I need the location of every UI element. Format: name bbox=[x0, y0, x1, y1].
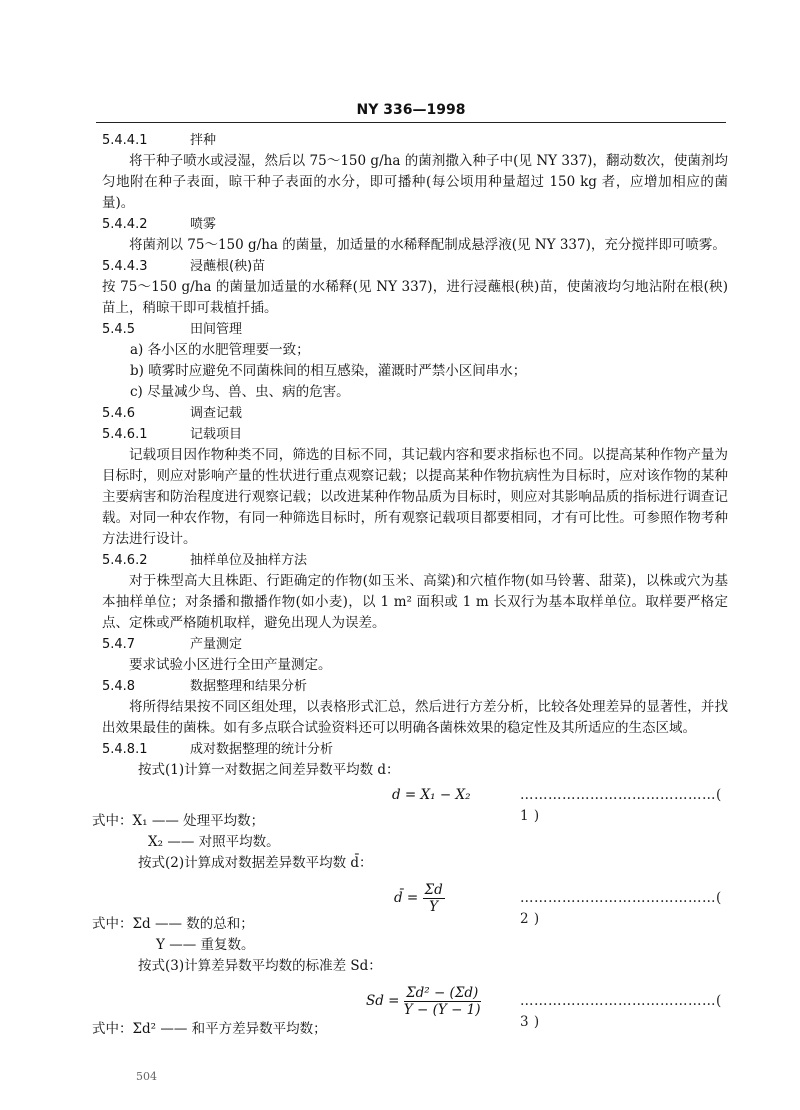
paragraph: 要求试验小区进行全田产量测定。 bbox=[129, 657, 332, 673]
section-heading bbox=[102, 403, 728, 424]
formula-intro: 按式(1)计算一对数据之间差异数平均数 d： bbox=[138, 762, 400, 778]
leader-dots: ……………………………………( 3 ) bbox=[520, 993, 722, 1030]
section-heading bbox=[102, 319, 728, 340]
paragraph: 将干种子喷水或浸湿，然后以 75～150 g/ha 的菌剂撒入种子中(见 NY 337)，翻动数次，使菌剂均匀地附在种子表面，晾干种子表面的水分，即可播种(每公顷用种量超过 150 kg 者，应增加相应的菌量)。 bbox=[102, 153, 728, 211]
section-title: 浸蘸根(秧)苗 bbox=[190, 259, 266, 274]
page-number: 504 bbox=[136, 1070, 157, 1083]
section-number: 5.4.4.3 bbox=[102, 259, 148, 274]
equation-label: ( 3 ) bbox=[520, 993, 722, 1030]
formula-definitions bbox=[92, 914, 728, 956]
definition: X₂ —— 对照平均数。 bbox=[148, 834, 280, 850]
section-title: 拌种 bbox=[190, 133, 217, 148]
equation-label: ( 2 ) bbox=[520, 890, 722, 927]
numerator: Σd bbox=[424, 882, 443, 898]
section-title: 田间管理 bbox=[190, 322, 243, 337]
leader-dots: ……………………………………( 1 ) bbox=[520, 787, 722, 824]
section-number: 5.4.6.1 bbox=[102, 427, 148, 442]
section-heading bbox=[102, 130, 728, 151]
formula-expression: d̄ = $\frac{\Sigma d}{Y}$ bbox=[394, 882, 443, 915]
formula-expression: Sd = $\frac{\text{Σd² − (Σd)}}{Y - (Y - 1)}$ bbox=[366, 985, 481, 1018]
numerator: Σd² − (Σd) bbox=[404, 985, 481, 1002]
paragraph: 按 75～150 g/ha 的菌量加适量的水稀释(见 NY 337)，进行浸蘸根(秧)苗，使菌液均匀地沾附在根(秧)苗上，稍晾干即可栽植扦插。 bbox=[102, 279, 728, 316]
denominator: Y bbox=[429, 899, 439, 915]
section-heading bbox=[102, 424, 728, 445]
section-heading bbox=[102, 634, 728, 655]
list-item: a) 各小区的水肥管理要一致； bbox=[130, 342, 310, 358]
section-number: 5.4.8 bbox=[102, 679, 136, 694]
equation-label: ( 1 ) bbox=[520, 787, 722, 824]
definition: 式中：Σd —— 数的总和； bbox=[92, 916, 254, 932]
section-number: 5.4.4.1 bbox=[102, 133, 148, 148]
section-heading bbox=[102, 214, 728, 235]
denominator: Y − (Y − 1) bbox=[403, 1002, 481, 1018]
formula-definitions bbox=[92, 811, 728, 853]
fraction bbox=[404, 985, 481, 1018]
section-number: 5.4.8.1 bbox=[102, 742, 148, 757]
section-heading bbox=[102, 739, 728, 760]
list-item: b) 喷雾时应避免不同菌株间的相互感染，灌溉时严禁小区间串水； bbox=[130, 363, 527, 379]
paragraph: 记载项目因作物种类不同，筛选的目标不同，其记载内容和要求指标也不同。以提高某种作物产量为目标时，则应对影响产量的性状进行重点观察记载；以提高某种作物抗病性为目标时，应对该作物的某种主要病害和防治程度进行观察记载；以改进某种作物品质为目标时，则应对其影响品质的指标进行调查记载。对同一种农作物，有同一种筛选目标时，所有观察记载项目都要相同，才有可比性。可参照作物考种方法进行设计。 bbox=[102, 447, 728, 547]
paragraph: 将所得结果按不同区组处理，以表格形式汇总，然后进行方差分析，比较各处理差异的显著性，并找出效果最佳的菌株。如有多点联合试验资料还可以明确各菌株效果的稳定性及其所适应的生态区域。 bbox=[102, 699, 728, 736]
section-heading bbox=[102, 676, 728, 697]
formula-intro: 按式(2)计算成对数据差异数平均数 d̄： bbox=[138, 855, 373, 871]
page-header bbox=[96, 100, 726, 123]
section-title: 抽样单位及抽样方法 bbox=[190, 553, 308, 568]
leader-dots: ……………………………………( 2 ) bbox=[520, 890, 722, 927]
definition: Y —— 重复数。 bbox=[156, 937, 255, 953]
section-title: 喷雾 bbox=[190, 217, 217, 232]
paragraph: 对于株型高大且株距、行距确定的作物(如玉米、高粱)和穴植作物(如马铃薯、甜菜)，以株或穴为基本抽样单位；对条播和撒播作物(如小麦)，以 1 m² 面积或 1 m 长双行为基本取样单位。取样要严格定点、定株或严格随机取样，避免出现人为误差。 bbox=[102, 573, 728, 631]
section-number: 5.4.4.2 bbox=[102, 217, 148, 232]
section-number: 5.4.5 bbox=[102, 322, 136, 337]
fraction bbox=[423, 882, 445, 915]
section-title: 成对数据整理的统计分析 bbox=[190, 742, 334, 757]
section-title: 数据整理和结果分析 bbox=[190, 679, 308, 694]
paragraph: 将菌剂以 75～150 g/ha 的菌量，加适量的水稀释配制成悬浮液(见 NY 337)，充分搅拌即可喷雾。 bbox=[129, 237, 726, 253]
section-title: 记载项目 bbox=[190, 427, 243, 442]
section-heading bbox=[102, 256, 728, 277]
definition: 式中：Σd² —— 和平方差异数平均数； bbox=[92, 1021, 327, 1037]
section-number: 5.4.7 bbox=[102, 637, 136, 652]
formula-definitions bbox=[92, 1019, 728, 1040]
standard-code: NY 336—1998 bbox=[356, 102, 466, 118]
section-title: 调查记载 bbox=[190, 406, 243, 421]
formula-expression: d = X₁ − X₂ bbox=[392, 787, 471, 803]
section-title: 产量测定 bbox=[190, 637, 243, 652]
section-number: 5.4.6 bbox=[102, 406, 136, 421]
document-body bbox=[92, 130, 728, 1040]
definition: 式中：X₁ —— 处理平均数； bbox=[92, 813, 265, 829]
formula-intro: 按式(3)计算差异数平均数的标准差 Sd： bbox=[138, 958, 382, 974]
list-item: c) 尽量减少鸟、兽、虫、病的危害。 bbox=[130, 384, 350, 400]
section-number: 5.4.6.2 bbox=[102, 553, 148, 568]
section-heading bbox=[102, 550, 728, 571]
